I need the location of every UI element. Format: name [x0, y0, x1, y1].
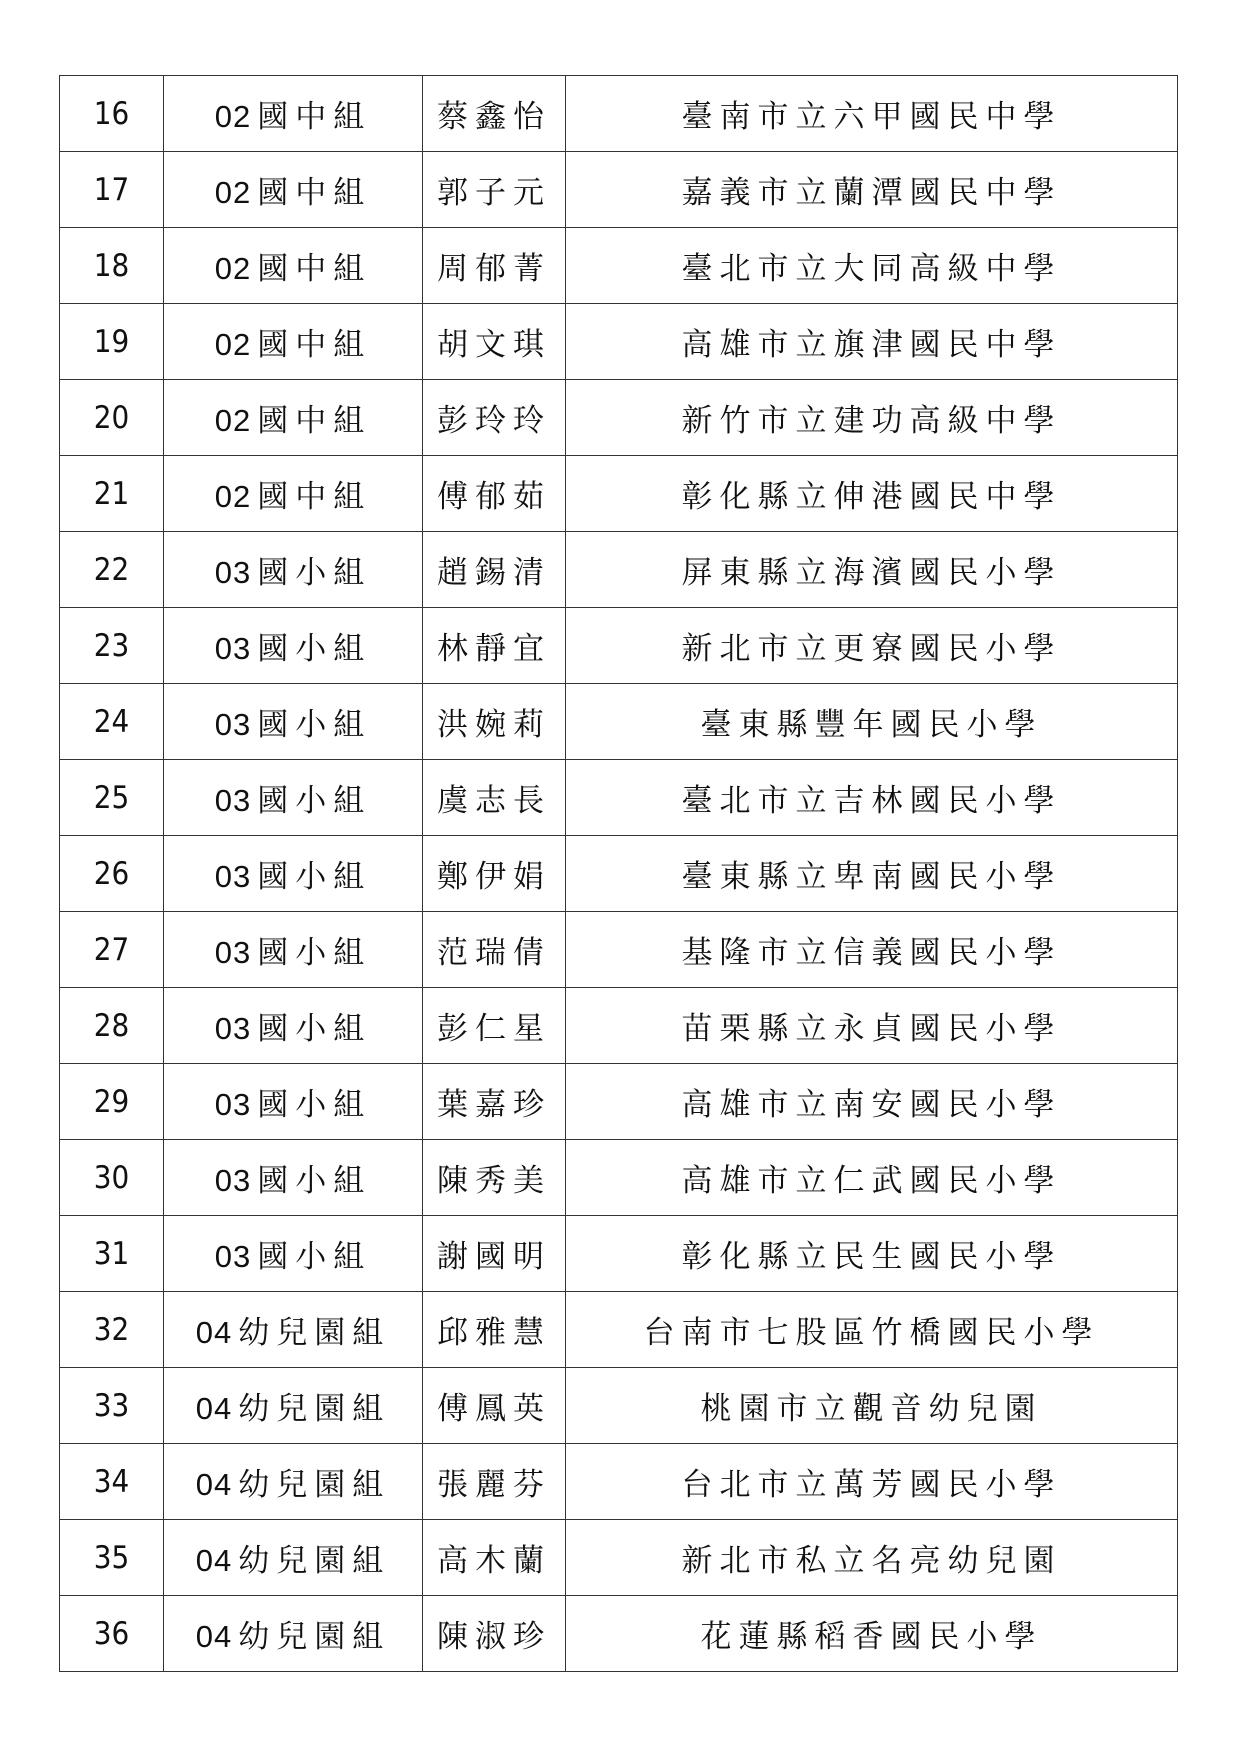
person-name: 洪婉莉: [437, 707, 551, 743]
group-name: 國小組: [257, 1239, 372, 1275]
group-name: 國中組: [257, 99, 372, 135]
table-row: [60, 532, 1178, 608]
person-name: 陳淑珍: [437, 1619, 551, 1655]
group-code: 04: [195, 1543, 233, 1578]
row-number: 24: [60, 684, 164, 760]
school-name: 新竹市立建功高級中學: [681, 403, 1062, 439]
group-cell: [164, 608, 423, 684]
row-number: 26: [60, 836, 164, 912]
row-number: 35: [60, 1520, 164, 1596]
school-cell: [566, 1216, 1178, 1292]
table-row: [60, 1216, 1178, 1292]
person-name: 邱雅慧: [437, 1315, 551, 1351]
school-cell: [566, 684, 1178, 760]
group-name: 幼兒園組: [238, 1467, 391, 1503]
table-row: [60, 1368, 1178, 1444]
group-name: 幼兒園組: [238, 1391, 391, 1427]
person-name-cell: [423, 836, 566, 912]
table-row: [60, 152, 1178, 228]
row-number: 32: [60, 1292, 164, 1368]
school-cell: [566, 76, 1178, 152]
row-number: 28: [60, 988, 164, 1064]
group-cell: [164, 532, 423, 608]
school-name: 基隆市立信義國民小學: [681, 935, 1062, 971]
roster-table-body: [60, 76, 1178, 1672]
person-name: 彭玲玲: [437, 403, 551, 439]
group-code: 02: [214, 175, 252, 210]
school-name: 高雄市立旗津國民中學: [681, 327, 1062, 363]
table-row: [60, 1064, 1178, 1140]
row-number: 19: [60, 304, 164, 380]
table-row: [60, 228, 1178, 304]
group-cell: [164, 760, 423, 836]
table-row: [60, 1596, 1178, 1672]
school-name: 台南市七股區竹橋國民小學: [643, 1315, 1100, 1351]
person-name-cell: [423, 1140, 566, 1216]
table-row: [60, 380, 1178, 456]
group-cell: [164, 380, 423, 456]
school-name: 屏東縣立海濱國民小學: [681, 555, 1062, 591]
school-cell: [566, 836, 1178, 912]
table-row: [60, 456, 1178, 532]
group-code: 03: [214, 555, 252, 590]
school-cell: [566, 380, 1178, 456]
row-number: 30: [60, 1140, 164, 1216]
person-name: 趙錫清: [437, 555, 551, 591]
person-name: 陳秀美: [437, 1163, 551, 1199]
person-name: 郭子元: [437, 175, 551, 211]
school-name: 新北市立更寮國民小學: [681, 631, 1062, 667]
person-name-cell: [423, 304, 566, 380]
group-cell: [164, 1520, 423, 1596]
group-cell: [164, 456, 423, 532]
person-name: 蔡鑫怡: [437, 99, 551, 135]
school-name: 苗栗縣立永貞國民小學: [681, 1011, 1062, 1047]
person-name: 林靜宜: [437, 631, 551, 667]
group-name: 國小組: [257, 859, 372, 895]
row-number: 17: [60, 152, 164, 228]
school-cell: [566, 228, 1178, 304]
group-name: 國小組: [257, 1087, 372, 1123]
group-name: 國小組: [257, 555, 372, 591]
group-name: 國中組: [257, 251, 372, 287]
school-cell: [566, 988, 1178, 1064]
group-name: 國中組: [257, 403, 372, 439]
person-name-cell: [423, 1292, 566, 1368]
person-name-cell: [423, 988, 566, 1064]
person-name: 高木蘭: [437, 1543, 551, 1579]
group-name: 國小組: [257, 631, 372, 667]
group-code: 03: [214, 783, 252, 818]
person-name: 傅郁茹: [437, 479, 551, 515]
table-row: [60, 912, 1178, 988]
group-code: 03: [214, 1087, 252, 1122]
person-name-cell: [423, 1216, 566, 1292]
row-number: 23: [60, 608, 164, 684]
school-cell: [566, 1064, 1178, 1140]
row-number: 33: [60, 1368, 164, 1444]
group-cell: [164, 1216, 423, 1292]
group-name: 國小組: [257, 1163, 372, 1199]
person-name: 鄭伊娟: [437, 859, 551, 895]
school-name: 花蓮縣稻香國民小學: [700, 1619, 1043, 1655]
person-name-cell: [423, 760, 566, 836]
group-code: 04: [195, 1467, 233, 1502]
group-name: 國中組: [257, 175, 372, 211]
school-cell: [566, 1368, 1178, 1444]
school-name: 彰化縣立伸港國民中學: [681, 479, 1062, 515]
school-cell: [566, 456, 1178, 532]
school-name: 高雄市立南安國民小學: [681, 1087, 1062, 1123]
group-cell: [164, 912, 423, 988]
group-code: 02: [214, 403, 252, 438]
table-row: [60, 760, 1178, 836]
group-name: 幼兒園組: [238, 1543, 391, 1579]
school-cell: [566, 304, 1178, 380]
person-name-cell: [423, 228, 566, 304]
person-name: 傅鳳英: [437, 1391, 551, 1427]
person-name: 謝國明: [437, 1239, 551, 1275]
school-name: 高雄市立仁武國民小學: [681, 1163, 1062, 1199]
school-name: 臺北市立大同高級中學: [681, 251, 1062, 287]
group-code: 02: [214, 251, 252, 286]
row-number: 29: [60, 1064, 164, 1140]
school-name: 臺東縣立卑南國民小學: [681, 859, 1062, 895]
group-cell: [164, 1064, 423, 1140]
school-name: 臺東縣豐年國民小學: [700, 707, 1043, 743]
person-name-cell: [423, 1368, 566, 1444]
table-row: [60, 684, 1178, 760]
group-cell: [164, 836, 423, 912]
person-name-cell: [423, 608, 566, 684]
group-cell: [164, 1368, 423, 1444]
school-name: 嘉義市立蘭潭國民中學: [681, 175, 1062, 211]
school-cell: [566, 760, 1178, 836]
group-code: 03: [214, 707, 252, 742]
group-name: 國小組: [257, 707, 372, 743]
person-name: 虞志長: [437, 783, 551, 819]
group-code: 03: [214, 935, 252, 970]
school-cell: [566, 1444, 1178, 1520]
row-number: 21: [60, 456, 164, 532]
group-code: 04: [195, 1391, 233, 1426]
group-cell: [164, 76, 423, 152]
group-cell: [164, 684, 423, 760]
person-name-cell: [423, 76, 566, 152]
group-cell: [164, 1292, 423, 1368]
row-number: 27: [60, 912, 164, 988]
row-number: 25: [60, 760, 164, 836]
group-cell: [164, 152, 423, 228]
school-name: 桃園市立觀音幼兒園: [700, 1391, 1043, 1427]
group-cell: [164, 1140, 423, 1216]
group-cell: [164, 988, 423, 1064]
person-name: 周郁菁: [437, 251, 551, 287]
school-name: 彰化縣立民生國民小學: [681, 1239, 1062, 1275]
table-row: [60, 1520, 1178, 1596]
person-name-cell: [423, 380, 566, 456]
group-code: 02: [214, 99, 252, 134]
group-code: 03: [214, 631, 252, 666]
school-cell: [566, 532, 1178, 608]
table-row: [60, 1292, 1178, 1368]
row-number: 36: [60, 1596, 164, 1672]
group-code: 03: [214, 1163, 252, 1198]
row-number: 22: [60, 532, 164, 608]
person-name-cell: [423, 912, 566, 988]
school-cell: [566, 1140, 1178, 1216]
person-name-cell: [423, 684, 566, 760]
table-row: [60, 836, 1178, 912]
person-name-cell: [423, 152, 566, 228]
group-name: 國小組: [257, 1011, 372, 1047]
school-cell: [566, 608, 1178, 684]
table-row: [60, 988, 1178, 1064]
row-number: 34: [60, 1444, 164, 1520]
group-code: 04: [195, 1315, 233, 1350]
school-cell: [566, 152, 1178, 228]
row-number: 20: [60, 380, 164, 456]
school-name: 臺北市立吉林國民小學: [681, 783, 1062, 819]
group-cell: [164, 1596, 423, 1672]
group-name: 國中組: [257, 327, 372, 363]
row-number: 18: [60, 228, 164, 304]
person-name: 張麗芬: [437, 1467, 551, 1503]
group-name: 幼兒園組: [238, 1315, 391, 1351]
group-name: 國小組: [257, 935, 372, 971]
group-code: 02: [214, 327, 252, 362]
group-name: 國中組: [257, 479, 372, 515]
person-name-cell: [423, 1596, 566, 1672]
school-cell: [566, 912, 1178, 988]
person-name-cell: [423, 532, 566, 608]
group-code: 03: [214, 1011, 252, 1046]
table-row: [60, 304, 1178, 380]
person-name-cell: [423, 1444, 566, 1520]
table-row: [60, 1444, 1178, 1520]
person-name-cell: [423, 1520, 566, 1596]
school-name: 新北市私立名亮幼兒園: [681, 1543, 1062, 1579]
person-name: 葉嘉珍: [437, 1087, 551, 1123]
person-name: 彭仁星: [437, 1011, 551, 1047]
group-name: 幼兒園組: [238, 1619, 391, 1655]
group-cell: [164, 228, 423, 304]
group-code: 02: [214, 479, 252, 514]
person-name: 范瑞倩: [437, 935, 551, 971]
group-code: 03: [214, 859, 252, 894]
person-name-cell: [423, 1064, 566, 1140]
group-code: 04: [195, 1619, 233, 1654]
group-code: 03: [214, 1239, 252, 1274]
table-row: [60, 1140, 1178, 1216]
person-name-cell: [423, 456, 566, 532]
table-row: [60, 608, 1178, 684]
school-name: 臺南市立六甲國民中學: [681, 99, 1062, 135]
group-cell: [164, 304, 423, 380]
row-number: 16: [60, 76, 164, 152]
roster-table: [59, 75, 1178, 1672]
school-cell: [566, 1292, 1178, 1368]
table-row: [60, 76, 1178, 152]
person-name: 胡文琪: [437, 327, 551, 363]
group-cell: [164, 1444, 423, 1520]
group-name: 國小組: [257, 783, 372, 819]
row-number: 31: [60, 1216, 164, 1292]
school-cell: [566, 1596, 1178, 1672]
school-name: 台北市立萬芳國民小學: [681, 1467, 1062, 1503]
school-cell: [566, 1520, 1178, 1596]
